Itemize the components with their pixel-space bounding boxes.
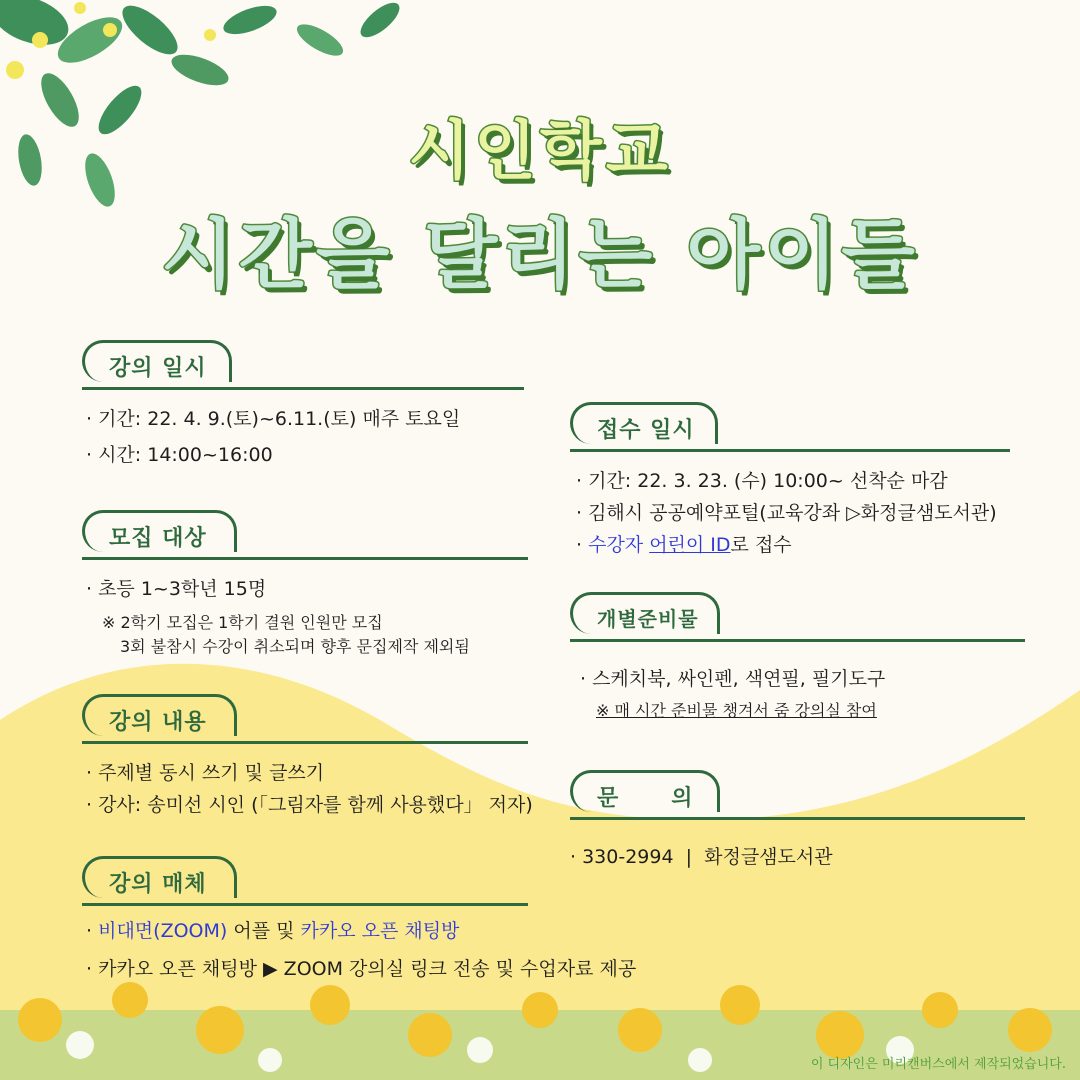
credit-text: 이 디자인은 미리캔버스에서 제작되었습니다. [810,1057,1066,1072]
recruit-heading: 모집 대상 [82,510,237,552]
media-item-1-mid: 어플 및 [227,920,301,942]
divider [570,449,1010,452]
lecture-time: · 시간: 14:00~16:00 [86,444,273,466]
recruit-note-2: 3회 불참시 수강이 취소되며 향후 문집제작 제외됨 [120,637,470,656]
divider [82,557,528,560]
content-item-2: · 강사: 송미선 시인 (「그림자를 함께 사용했다」 저자) [86,794,533,816]
prep-note: ※ 매 시간 준비물 챙겨서 줌 강의실 참여 [596,701,877,720]
apply-id [576,530,792,557]
media-item-1 [86,916,459,943]
bullet: · [86,920,93,942]
prep-heading: 개별준비물 [570,592,720,634]
apply-id-post: 로 접수 [730,534,792,556]
prep-items: · 스케치북, 싸인펜, 색연필, 필기도구 [580,668,886,690]
zoom-highlight: 비대면(ZOOM) [98,920,228,942]
recruit-target: · 초등 1~3학년 15명 [86,578,267,600]
apply-id-pre: 수강자 [588,534,650,556]
lecture-date-heading: 강의 일시 [82,340,232,382]
contact-info: · 330-2994 | 화정글샘도서관 [570,846,833,868]
divider [570,817,1025,820]
divider [82,387,524,390]
sub-title: 시간을 달리는 아이들 [161,210,919,299]
contact-heading: 문 의 [570,770,720,812]
apply-heading: 접수 일시 [570,402,718,444]
content-heading: 강의 내용 [82,694,237,736]
kakao-highlight: 카카오 오픈 채팅방 [300,920,460,942]
apply-portal: · 김해시 공공예약포털(교육강좌 ▷화정글샘도서관) [576,502,997,524]
divider [82,903,528,906]
media-item-2: · 카카오 오픈 채팅방 ▶ ZOOM 강의실 링크 전송 및 수업자료 제공 [86,958,637,980]
main-title: 시인학교 [408,115,672,189]
divider [82,741,528,744]
apply-period: · 기간: 22. 3. 23. (수) 10:00~ 선착순 마감 [576,470,948,492]
child-id-link[interactable]: 어린이 ID [649,534,731,556]
content-item-1: · 주제별 동시 쓰기 및 글쓰기 [86,762,325,784]
recruit-note-1: ※ 2학기 모집은 1학기 결원 인원만 모집 [102,613,383,632]
divider [570,639,1025,642]
media-heading: 강의 매체 [82,856,237,898]
lecture-period: · 기간: 22. 4. 9.(토)~6.11.(토) 매주 토요일 [86,408,461,430]
bullet: · [576,534,583,556]
